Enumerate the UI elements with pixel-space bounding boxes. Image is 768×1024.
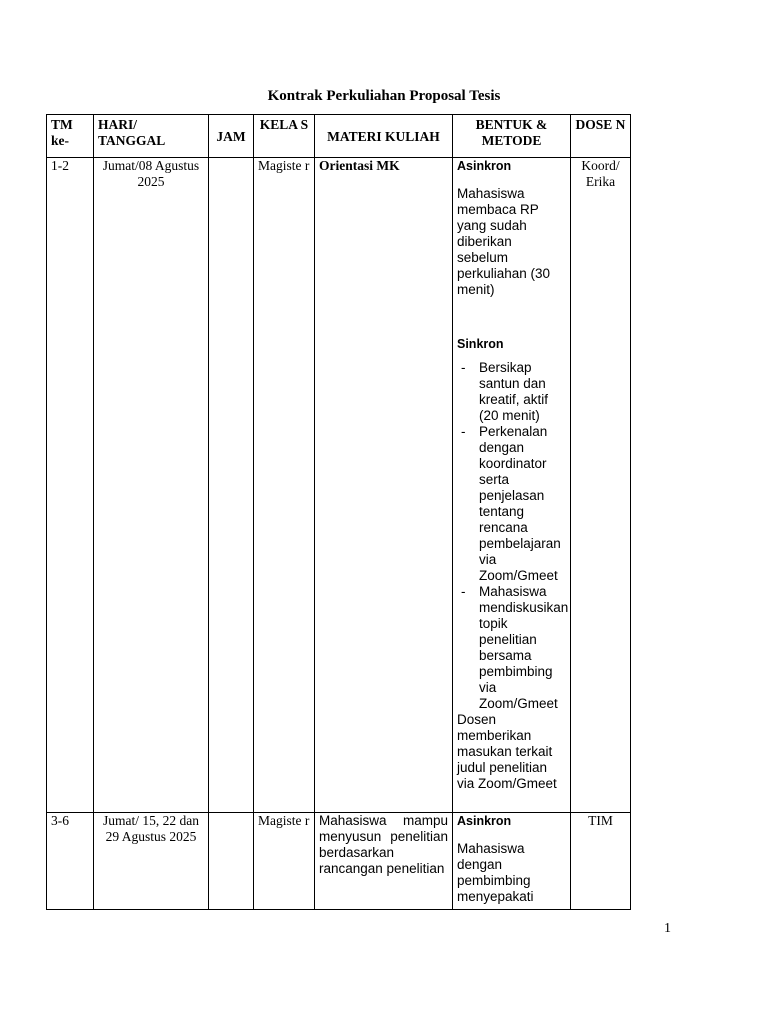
list-item: - Bersikap santun dan kreatif, aktif (20 menit) bbox=[461, 360, 549, 423]
cell-materi-kuliah: Mahasiswa mampu menyusun penelitian berdasarkan rancangan penelitian bbox=[315, 813, 453, 910]
cell-tm: 1-2 bbox=[47, 158, 94, 813]
list-item: - Mahasiswa mendiskusikan topik penelitian bersama pembimbing via Zoom/Gmeet bbox=[461, 584, 569, 711]
cell-materi-kuliah: Orientasi MK bbox=[315, 158, 453, 813]
sinkron-list bbox=[457, 360, 569, 712]
cell-kelas: Magiste r bbox=[254, 813, 315, 910]
sinkron-label: Sinkron bbox=[457, 337, 504, 351]
header-hari-tanggal: HARI/ TANGGAL bbox=[94, 115, 209, 158]
header-kelas: KELA S bbox=[254, 115, 315, 158]
page-title: Kontrak Perkuliahan Proposal Tesis bbox=[267, 88, 501, 104]
header-materi-kuliah: MATERI KULIAH bbox=[315, 115, 453, 158]
cell-bentuk-metode bbox=[453, 813, 571, 910]
cell-jam bbox=[209, 158, 254, 813]
cell-kelas: Magiste r bbox=[254, 158, 315, 813]
cell-bentuk-metode bbox=[453, 158, 571, 813]
asinkron-text: Mahasiswa membaca RP yang sudah diberikan sebelum perkuliahan (30 menit) bbox=[457, 186, 551, 297]
cell-tm: 3-6 bbox=[47, 813, 94, 910]
table-row bbox=[47, 813, 631, 910]
cell-hari-tanggal: Jumat/ 15, 22 dan 29 Agustus 2025 bbox=[94, 813, 209, 910]
cell-dosen: TIM bbox=[571, 813, 631, 910]
header-jam: JAM bbox=[209, 115, 254, 158]
header-tm: TM ke- bbox=[47, 115, 94, 158]
page-number: 1 bbox=[664, 921, 671, 936]
table-row bbox=[47, 158, 631, 813]
cell-hari-tanggal: Jumat/08 Agustus 2025 bbox=[94, 158, 209, 813]
header-dosen: DOSE N bbox=[571, 115, 631, 158]
header-bentuk-metode: BENTUK & METODE bbox=[453, 115, 571, 158]
closing-text: Dosen memberikan masukan terkait judul penelitian via Zoom/Gmeet bbox=[457, 712, 557, 791]
asinkron-label: Asinkron bbox=[457, 159, 512, 173]
asinkron-text: Mahasiswa dengan pembimbing menyepakati bbox=[457, 841, 534, 904]
list-item: - Perkenalan dengan koordinator serta penjelasan tentang rencana pembelajaran via Zoom/Gmeet bbox=[461, 424, 561, 583]
contract-table bbox=[46, 114, 631, 910]
cell-dosen: Koord/ Erika bbox=[571, 158, 631, 813]
asinkron-label: Asinkron bbox=[457, 814, 512, 828]
cell-jam bbox=[209, 813, 254, 910]
table-header-row bbox=[47, 115, 631, 158]
